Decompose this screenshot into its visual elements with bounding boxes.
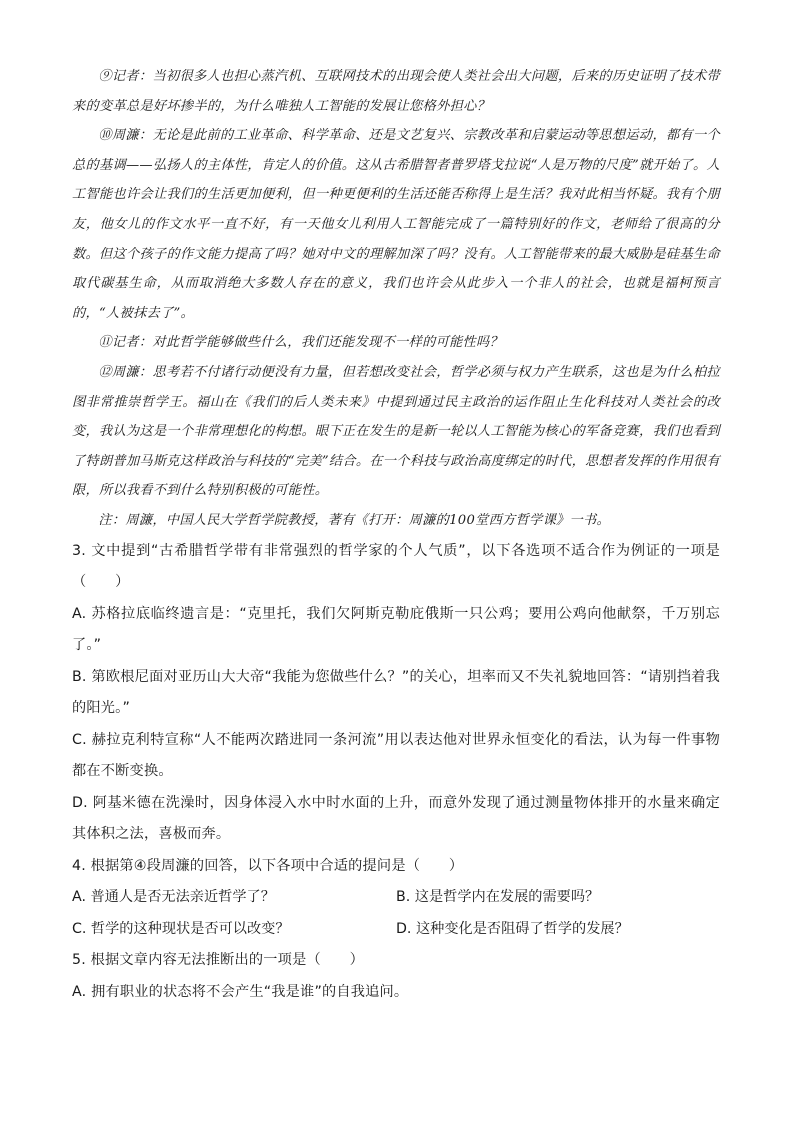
question-3	[72, 536, 720, 851]
question-4-options-row-1	[72, 882, 720, 914]
question-3-stem: 3. 文中提到“古希腊哲学带有非常强烈的哲学家的个人气质”，以下各选项不适合作为例证的一项是（ ）	[72, 542, 720, 590]
question-4-option-c: C. 哲学的这种现状是否可以改变？	[72, 920, 290, 937]
passage-paragraph-12: ⑫周濂：思考若不付诸行动便没有力量，但若想改变社会，哲学必须与权力产生联系，这也是为什么柏拉图非常推崇哲学王。福山在《我们的后人类未来》中提到通过民主政治的运作阻止生化科技对人类社会的改变，我认为这是一个非常理想化的构想。眼下正在发生的是新一轮以人工智能为核心的军备竞赛，我们也看到了特朗普加马斯克这样政治与科技的“完美”结合。在一个科技与政治高度绑定的时代，思想者发挥的作用很有限，所以我看不到什么特别积极的可能性。	[72, 364, 720, 499]
question-4	[72, 851, 720, 946]
question-4-stem: 4. 根据第④段周濂的回答，以下各项中合适的提问是（ ）	[72, 857, 464, 874]
question-5-option-a: A. 拥有职业的状态将不会产生“我是谁”的自我追问。	[72, 983, 409, 1000]
passage-paragraph-9: ⑨记者：当初很多人也担心蒸汽机、互联网技术的出现会使人类社会出大问题，后来的历史证明了技术带来的变革总是好坏掺半的，为什么唯独人工智能的发展让您格外担心？	[72, 69, 720, 114]
question-3-option-c: C. 赫拉克利特宣称“人不能两次踏进同一条河流”用以表达他对世界永恒变化的看法，认为每一件事物都在不断变换。	[72, 731, 720, 779]
question-3-option-d: D. 阿基米德在洗澡时，因身体浸入水中时水面的上升，而意外发现了通过测量物体排开的水量来确定其体积之法，喜极而奔。	[72, 794, 720, 842]
passage-note: 注：周濂，中国人民大学哲学院教授，著有《打开：周濂的100堂西方哲学课》一书。	[98, 512, 611, 528]
question-4-option-a: A. 普通人是否无法亲近哲学了？	[72, 889, 275, 905]
question-3-option-b: B. 第欧根尼面对亚历山大大帝“我能为您做些什么？”的关心，坦率而又不失礼貌地回答：“请别挡着我的阳光。”	[72, 668, 720, 716]
passage-paragraph-10: ⑩周濂：无论是此前的工业革命、科学革命、还是文艺复兴、宗教改革和启蒙运动等思想运动，都有一个总的基调——弘扬人的主体性，肯定人的价值。这从古希腊智者普罗塔戈拉说“人是万物的尺度”就开始了。人工智能也许会让我们的生活更加便利，但一种更便利的生活还能否称得上是生活？我对此相当怀疑。我有个朋友，他女儿的作文水平一直不好，有一天他女儿利用人工智能完成了一篇特别好的作文，老师给了很高的分数。但这个孩子的作文能力提高了吗？她对中文的理解加深了吗？没有。人工智能带来的最大威胁是硅基生命取代碳基生命，从而取消绝大多数人存在的意义，我们也许会从此步入一个非人的社会，也就是福柯预言的，“人被抹去了”。	[72, 128, 720, 321]
question-4-option-b: B. 这是哲学内在发展的需要吗？	[396, 889, 600, 905]
exam-page	[72, 62, 720, 1008]
question-4-option-d: D. 这种变化是否阻碍了哲学的发展？	[396, 920, 629, 937]
question-4-options-row-2	[72, 914, 720, 946]
passage-paragraph-11: ⑪记者：对此哲学能够做些什么，我们还能发现不一样的可能性吗？	[98, 335, 504, 351]
question-5-stem: 5. 根据文章内容无法推断出的一项是（ ）	[72, 952, 365, 968]
question-3-option-a: A. 苏格拉底临终遗言是：“克里托，我们欠阿斯克勒庇俄斯一只公鸡；要用公鸡向他献祭，千万别忘了。”	[72, 605, 720, 653]
question-5	[72, 945, 720, 1008]
